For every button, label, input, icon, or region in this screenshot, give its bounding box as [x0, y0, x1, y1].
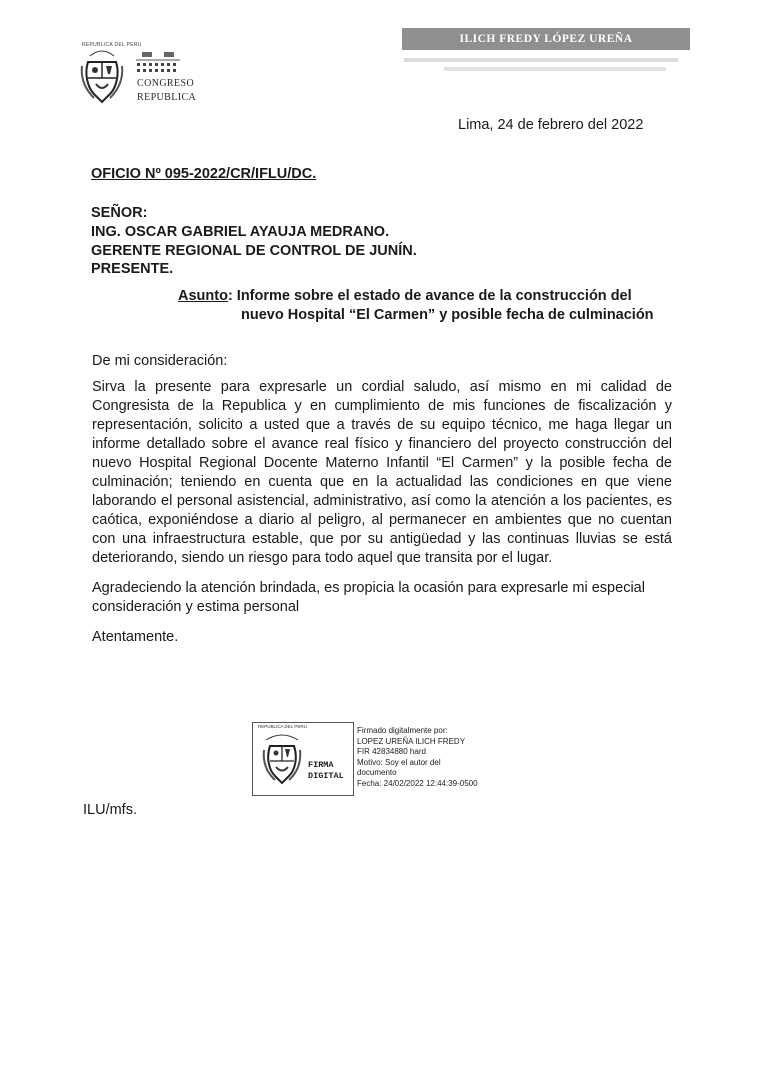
header-faded-lines [404, 58, 689, 71]
firma-digital-line1: FIRMA [308, 760, 334, 770]
signature-detail-line: Motivo: Soy el autor del [357, 757, 441, 767]
congressman-name-banner: ILICH FREDY LÓPEZ UREÑA [402, 28, 690, 50]
addressee-presente: PRESENTE. [91, 261, 174, 277]
institution-line2: REPUBLICA [137, 92, 197, 103]
congress-building-icon [136, 52, 180, 72]
firma-digital-line2: DIGITAL [308, 771, 344, 781]
signature-detail-line: Fecha: 24/02/2022 12:44:39-0500 [357, 778, 478, 788]
addressee-position: GERENTE REGIONAL DE CONTROL DE JUNÍN. [91, 243, 417, 259]
peru-coat-of-arms-icon [82, 51, 123, 102]
body-paragraph-2: Agradeciendo la atención brindada, es propicia la ocasión para expresarle mi especial consideración y estima personal [92, 580, 645, 615]
subject-label: Asunto [178, 288, 228, 304]
signature-detail-line: documento [357, 768, 397, 778]
letter-reference: OFICIO Nº 095-2022/CR/IFLU/DC. [91, 166, 317, 182]
signature-detail-line: Firmado digitalmente por: [357, 726, 448, 735]
signature-details [357, 726, 517, 790]
letter-date: Lima, 24 de febrero del 2022 [458, 117, 644, 133]
seal-top-text: REPUBLICA DEL PERU [82, 42, 142, 48]
addressee-salutation: SEÑOR: [91, 205, 148, 221]
firma-digital-badge [308, 760, 344, 782]
addressee-name: ING. OSCAR GABRIEL AYAUJA MEDRANO. [91, 224, 390, 240]
greeting: De mi consideración: [92, 353, 228, 369]
body-paragraph-1: Sirva la presente para expresarle un cordial saludo, así mismo en mi calidad de Congresista de la Republica y en cumplimiento de mis funciones de fiscalización y representación, solicito a usted que a través de su equipo técnico, me haga llegar un informe detallado sobre el avance real físico y financiero del proyecto construcción del nuevo Hospital Regional Docente Materno Infantil “El Carmen” y la posible fecha de culminación; teniendo en cuenta que en la actualidad las condiciones en que viene laborando el personal asistencial, administrativo, así como la atención a los pacientes, es caótica, exponiéndose a diario al peligro, al permanecer en ambientes que no cuentan con una infraestructura estable, que por su antigüedad y las continuas lluvias se está deteriorando, siendo un riesgo para todo aquel que transita por el lugar. [92, 379, 672, 566]
typist-initials: ILU/mfs. [83, 802, 137, 818]
signature-emblem-top-text: REPUBLICA DEL PERU [258, 724, 307, 729]
signature-coat-of-arms-icon [256, 728, 308, 788]
signature-detail-line: FIR 42834880 hard [357, 747, 426, 757]
institution-line1: CONGRESO [137, 78, 195, 89]
subject-line1: : Informe sobre el estado de avance de la construcción del [227, 288, 632, 304]
letter-subject [178, 287, 678, 325]
signature-detail-line: LOPEZ UREÑA ILICH FREDY [357, 736, 466, 746]
closing: Atentamente. [92, 629, 179, 645]
subject-line2: nuevo Hospital “El Carmen” y posible fecha de culminación [241, 307, 654, 323]
